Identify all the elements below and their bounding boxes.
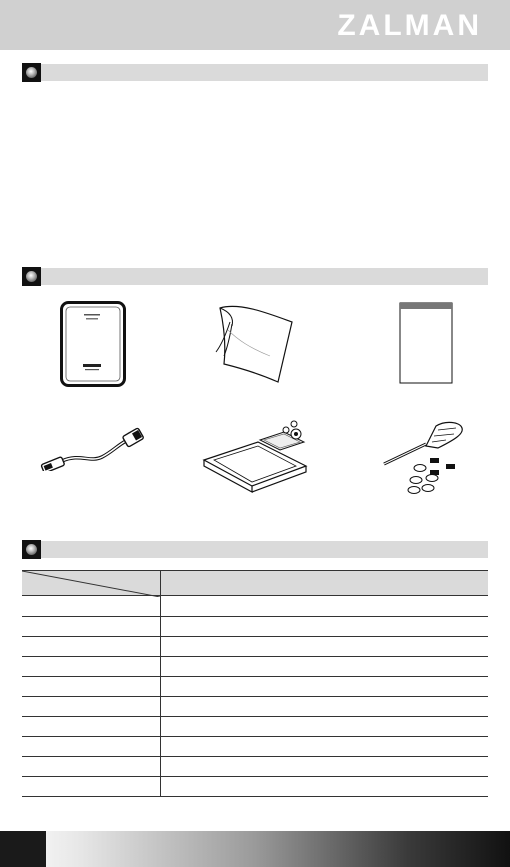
- screwdriver-screws-icon: [376, 420, 476, 500]
- enclosure-icon: [60, 301, 126, 387]
- section-bar-components: [22, 268, 488, 285]
- page-header: [0, 0, 510, 50]
- section-bullet-icon: [22, 540, 41, 559]
- table-row: [22, 637, 488, 657]
- drive-bracket-icon: [200, 420, 310, 494]
- page-footer: [0, 831, 510, 867]
- table-row: [22, 677, 488, 697]
- table-row: [22, 777, 488, 797]
- manual-icon: [399, 302, 453, 384]
- section-bullet-icon: [22, 63, 41, 82]
- brand-logo: ZALMAN: [337, 9, 482, 42]
- table-row: [22, 717, 488, 737]
- page-number-box: [0, 831, 46, 867]
- table-row: [22, 737, 488, 757]
- table-row: [22, 617, 488, 637]
- table-row: [22, 657, 488, 677]
- table-row: [22, 757, 488, 777]
- section-bar-specifications: [22, 541, 488, 558]
- table-row: [22, 597, 488, 617]
- usb-cable-icon: [40, 427, 146, 471]
- table-row: [22, 697, 488, 717]
- header-diagonal-line: [22, 571, 160, 597]
- pouch-icon: [210, 300, 300, 384]
- spec-table-header: [22, 570, 488, 596]
- section-bullet-icon: [22, 267, 41, 286]
- section-bar-intro: [22, 64, 488, 81]
